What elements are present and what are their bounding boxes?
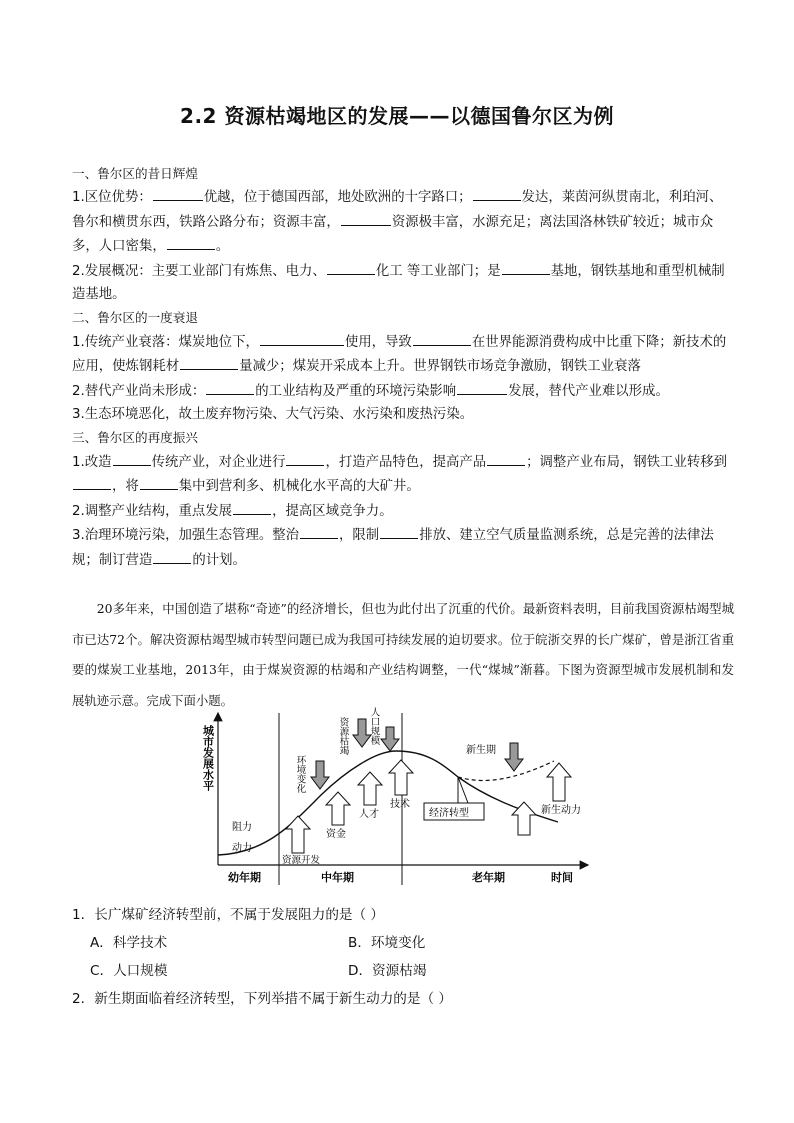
x-axis-label: 时间 (551, 871, 573, 884)
fill-blank (300, 523, 338, 539)
text: 量减少；煤炭开采成本上升。世界钢铁市场竞争激励，钢铁工业衰落 (239, 359, 641, 375)
transition-label: 经济转型 (429, 808, 469, 819)
paragraph (72, 379, 732, 403)
technology-label: 技术 (390, 799, 410, 810)
text: ，限制 (339, 528, 380, 544)
text: 3.治理环境污染，加强生态管理。整治 (72, 528, 300, 544)
section-heading: 三、鲁尔区的再度振兴 (72, 430, 198, 446)
up-arrow-icon (389, 760, 413, 795)
text: 1.区位优势： (72, 190, 152, 206)
fill-blank (413, 330, 471, 346)
population-label: 人口规模 (368, 707, 380, 745)
text: 传统产业，对企业进行 (151, 454, 286, 470)
passage-text: 20多年来，中国创造了堪称“奇迹”的经济增长，但也为此付出了沉重的代价。最新资料表明，目前我国资源枯竭型城市已达72个。解决资源枯竭型城市转型问题已成为我国可持续发展的迫切要求。位于皖浙交界的长广煤矿，曾是浙江省重要的煤炭工业基地，2013年，由于煤炭资源的枯竭和产业结构调整，一代“煤城”渐暮。下图为资源型城市发展机制和发展轨迹示意。完成下面小题。 (72, 601, 734, 708)
section-heading: 二、鲁尔区的一度衰退 (72, 310, 198, 326)
text: ，打造产品特色，提高产品 (325, 454, 487, 470)
down-arrow-icon (381, 727, 399, 751)
fill-blank (327, 259, 375, 275)
outline (72, 162, 732, 572)
text: 资源极丰富，水源充足；离法国洛林铁矿较近；城市众多，人口密集， (72, 214, 714, 255)
text: 化工 等工业部门；是 (375, 263, 501, 279)
new-period-curve (458, 761, 554, 780)
option: C．人口规模 (90, 963, 168, 979)
stage-label: 老年期 (472, 871, 505, 884)
development-curve (218, 751, 558, 855)
fill-blank (206, 379, 254, 395)
talent-label: 人才 (359, 809, 379, 820)
resistance-label: 阻力 (232, 822, 252, 833)
fill-blank (260, 330, 344, 346)
y-axis-label: 城市发展水平 (201, 725, 215, 791)
capital-label: 资金 (326, 829, 346, 840)
option: B．环境变化 (348, 935, 426, 951)
fill-blank (167, 234, 215, 250)
up-arrow-icon (286, 816, 310, 853)
fill-blank (457, 379, 507, 395)
text: 1.传统产业衰落：煤炭地位下， (72, 334, 259, 350)
fill-blank (180, 354, 238, 370)
page-title: 2.2 资源枯竭地区的发展——以德国鲁尔区为例 (180, 104, 614, 128)
stage-label: 中年期 (321, 871, 354, 884)
paragraph (72, 185, 732, 258)
power-label: 动力 (232, 843, 252, 854)
text: ，将 (112, 479, 139, 495)
text: 集中到营利多、机械化水平高的大矿井。 (178, 479, 420, 495)
reading-passage (72, 594, 734, 716)
paragraph (72, 523, 732, 572)
paragraph (72, 330, 732, 379)
fill-blank (473, 185, 521, 201)
paragraph: 3.生态环境恶化，故土废弃物污染、大气污染、水污染和废热污染。 (72, 407, 474, 423)
new-period-label: 新生期 (466, 745, 496, 756)
new-power-label: 新生动力 (541, 805, 581, 816)
text: 1.改造 (72, 454, 112, 470)
text: 发展，替代产业难以形成。 (508, 383, 669, 399)
text: 。 (215, 239, 230, 255)
text: ；调整产业布局，钢铁工业转移到 (526, 454, 728, 470)
fill-blank (380, 523, 418, 539)
paragraph (72, 499, 732, 523)
up-arrow-icon (326, 792, 350, 825)
option: D．资源枯竭 (348, 963, 427, 979)
city-development-diagram (196, 705, 596, 890)
fill-blank (502, 259, 550, 275)
text: 在世界能源消费构成中比重下降；新技术的应用，使炼钢耗材 (72, 334, 727, 375)
text: 发达，莱茵河纵贯南北，利珀河、鲁尔和横贯东西，铁路公路分布；资源丰富， (72, 190, 723, 230)
up-arrow-icon (547, 763, 571, 801)
fill-blank (286, 450, 324, 466)
up-arrow-icon (358, 772, 382, 805)
text: 2.调整产业结构，重点发展 (72, 503, 233, 519)
fill-blank (487, 450, 525, 466)
fill-blank (113, 450, 151, 466)
text: 排放、建立空气质量监测系统，总是完善的法律法规；制订营造 (72, 528, 714, 568)
fill-blank (153, 185, 203, 201)
down-arrow-icon (505, 743, 523, 771)
down-arrow-icon (311, 761, 329, 789)
fill-blank (153, 548, 191, 564)
text: ，提高区域竞争力。 (272, 503, 393, 519)
fill-blank (341, 210, 391, 226)
paragraph (72, 450, 732, 499)
text: 优越，位于德国西部，地处欧洲的十字路口； (203, 190, 472, 206)
depletion-label: 资源枯竭 (337, 717, 349, 755)
section-heading: 一、鲁尔区的昔日辉煌 (72, 166, 198, 181)
option: A．科学技术 (90, 935, 168, 951)
fill-blank (140, 474, 178, 490)
text: 2.发展概况：主要工业部门有炼焦、电力、 (72, 263, 326, 279)
text: 2.替代产业尚未形成： (72, 383, 206, 399)
fill-blank (233, 499, 271, 515)
text: 的工业结构及严重的环境污染影响 (255, 383, 457, 399)
fill-blank (73, 474, 111, 490)
paragraph (72, 259, 732, 307)
stage-label: 幼年期 (228, 871, 261, 884)
text: 基地，钢铁基地和重型机械制造基地。 (72, 263, 725, 303)
text: 的计划。 (192, 552, 246, 568)
question-stem: 2．新生期面临着经济转型，下列举措不属于新生动力的是（ ） (72, 991, 452, 1007)
text: 使用，导致 (344, 334, 412, 350)
question-stem: 1．长广煤矿经济转型前，不属于发展阻力的是（ ） (72, 907, 385, 923)
resource-dev-label: 资源开发 (282, 855, 321, 866)
env-change-label: 环境变化 (294, 755, 306, 793)
